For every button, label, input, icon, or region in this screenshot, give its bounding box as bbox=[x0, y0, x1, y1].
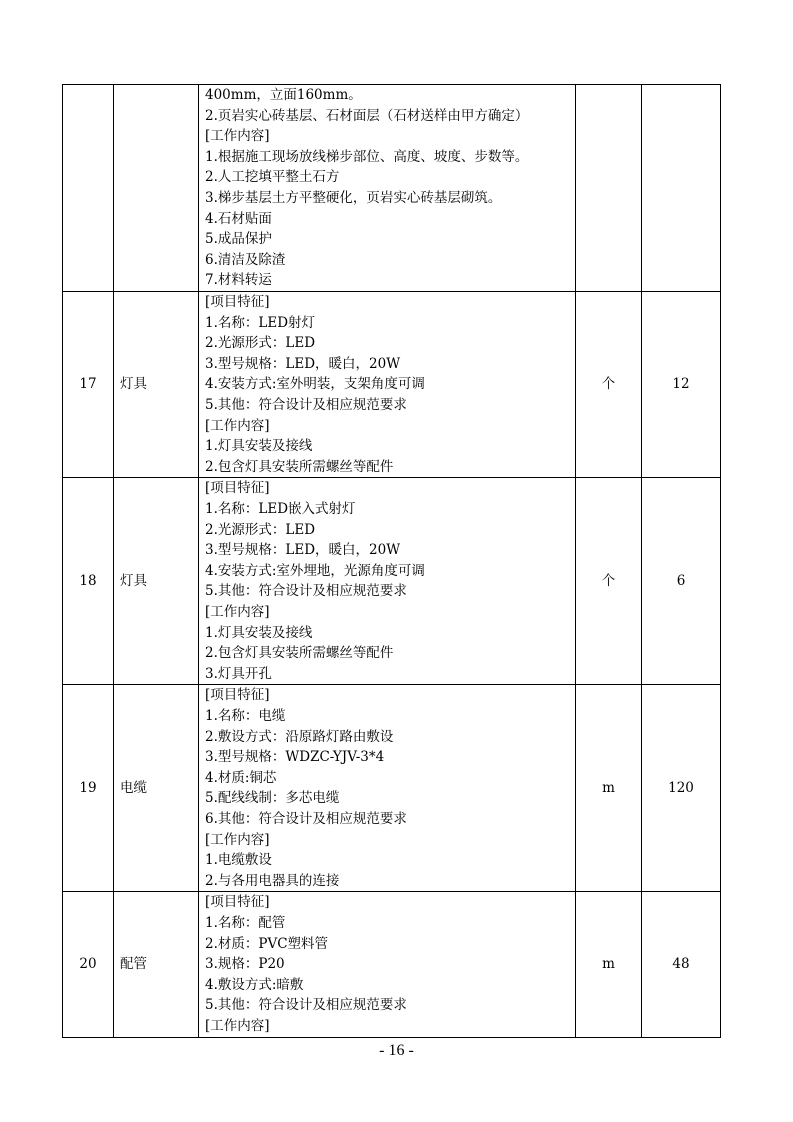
description-line: 2.光源形式：LED bbox=[205, 335, 316, 352]
description-line: 2.包含灯具安装所需螺丝等配件 bbox=[205, 458, 394, 475]
description-line: 7.材料转运 bbox=[205, 272, 272, 289]
description-line: [工作内容] bbox=[205, 417, 270, 434]
description-line: [项目特征] bbox=[205, 687, 270, 704]
description-line: [工作内容] bbox=[205, 831, 270, 848]
item-number-cell bbox=[63, 85, 114, 292]
item-number-cell: 19 bbox=[63, 685, 114, 892]
unit-cell bbox=[576, 85, 642, 292]
item-name-cell bbox=[114, 85, 199, 292]
description-line: 4.石材贴面 bbox=[205, 210, 272, 227]
description-line: 2.人工挖填平整土石方 bbox=[205, 169, 340, 186]
description-line: 1.根据施工现场放线梯步部位、高度、坡度、步数等。 bbox=[205, 148, 529, 165]
quantity-cell: 6 bbox=[642, 478, 721, 685]
description-line: 3.型号规格：LED，暖白，20W bbox=[205, 542, 401, 559]
description-line: [工作内容] bbox=[205, 603, 270, 620]
description-line: 5.其他：符合设计及相应规范要求 bbox=[205, 997, 407, 1014]
quantity-cell: 48 bbox=[642, 892, 721, 1037]
description-line: 1.名称：电缆 bbox=[205, 708, 286, 725]
description-line: 3.梯步基层土方平整硬化，页岩实心砖基层砌筑。 bbox=[205, 190, 502, 206]
description-line: 4.安装方式:室外明装，支架角度可调 bbox=[205, 376, 425, 393]
description-line: 3.型号规格：LED，暖白，20W bbox=[205, 355, 401, 372]
description-line: 5.其他：符合设计及相应规范要求 bbox=[205, 396, 407, 413]
description-line: 4.敷设方式:暗敷 bbox=[205, 976, 304, 993]
bill-of-quantities-table bbox=[62, 84, 721, 1038]
item-number-cell: 17 bbox=[63, 292, 114, 478]
table-row bbox=[63, 292, 721, 478]
item-name-cell: 灯具 bbox=[114, 478, 199, 685]
item-number-cell: 18 bbox=[63, 478, 114, 685]
description-line: 3.规格：P20 bbox=[205, 956, 285, 973]
description-line: 2.包含灯具安装所需螺丝等配件 bbox=[205, 645, 394, 662]
description-line: 1.电缆敷设 bbox=[205, 852, 272, 869]
description-line: 1.灯具安装及接线 bbox=[205, 438, 313, 455]
quantity-cell: 12 bbox=[642, 292, 721, 478]
unit-cell: 个 bbox=[576, 478, 642, 685]
item-number-cell: 20 bbox=[63, 892, 114, 1037]
description-line: 400mm，立面160mm。 bbox=[205, 87, 362, 104]
description-line: [项目特征] bbox=[205, 480, 270, 497]
item-description-cell bbox=[199, 478, 576, 685]
item-name-cell: 灯具 bbox=[114, 292, 199, 478]
unit-cell: m bbox=[576, 892, 642, 1037]
item-description-cell bbox=[199, 85, 576, 292]
description-line: 2.材质：PVC塑料管 bbox=[205, 935, 329, 952]
description-line: 2.页岩实心砖基层、石材面层（石材送样由甲方确定） bbox=[205, 107, 529, 124]
description-line: [项目特征] bbox=[205, 894, 270, 911]
description-line: [工作内容] bbox=[205, 1017, 270, 1034]
description-line: 3.型号规格：WDZC-YJV-3*4 bbox=[205, 749, 385, 766]
item-description-cell bbox=[199, 892, 576, 1037]
table-row bbox=[63, 478, 721, 685]
description-line: [工作内容] bbox=[205, 128, 270, 145]
item-description-cell bbox=[199, 292, 576, 478]
description-line: 3.灯具开孔 bbox=[205, 665, 272, 682]
item-name-cell: 配管 bbox=[114, 892, 199, 1037]
description-line: 2.与各用电器具的连接 bbox=[205, 872, 340, 889]
description-line: 4.安装方式:室外埋地，光源角度可调 bbox=[205, 562, 425, 579]
description-line: 2.敷设方式：沿原路灯路由敷设 bbox=[205, 728, 394, 745]
description-line: [项目特征] bbox=[205, 294, 270, 311]
table-row bbox=[63, 892, 721, 1037]
item-description-cell bbox=[199, 685, 576, 892]
description-line: 1.灯具安装及接线 bbox=[205, 624, 313, 641]
description-line: 6.其他：符合设计及相应规范要求 bbox=[205, 810, 407, 827]
description-line: 1.名称：LED射灯 bbox=[205, 314, 316, 331]
table-row bbox=[63, 85, 721, 292]
page-number: - 16 - bbox=[379, 1042, 414, 1059]
item-name-cell: 电缆 bbox=[114, 685, 199, 892]
description-line: 5.成品保护 bbox=[205, 231, 272, 248]
table-row bbox=[63, 685, 721, 892]
table-body bbox=[63, 85, 721, 1038]
unit-cell: m bbox=[576, 685, 642, 892]
description-line: 4.材质:铜芯 bbox=[205, 769, 277, 786]
quantity-cell bbox=[642, 85, 721, 292]
description-line: 5.其他：符合设计及相应规范要求 bbox=[205, 583, 407, 600]
quantity-cell: 120 bbox=[642, 685, 721, 892]
description-line: 2.光源形式：LED bbox=[205, 521, 316, 538]
description-line: 1.名称：配管 bbox=[205, 915, 286, 931]
unit-cell: 个 bbox=[576, 292, 642, 478]
description-line: 5.配线线制：多芯电缆 bbox=[205, 790, 340, 807]
description-line: 6.清洁及除渣 bbox=[205, 251, 286, 268]
description-line: 1.名称：LED嵌入式射灯 bbox=[205, 501, 356, 518]
